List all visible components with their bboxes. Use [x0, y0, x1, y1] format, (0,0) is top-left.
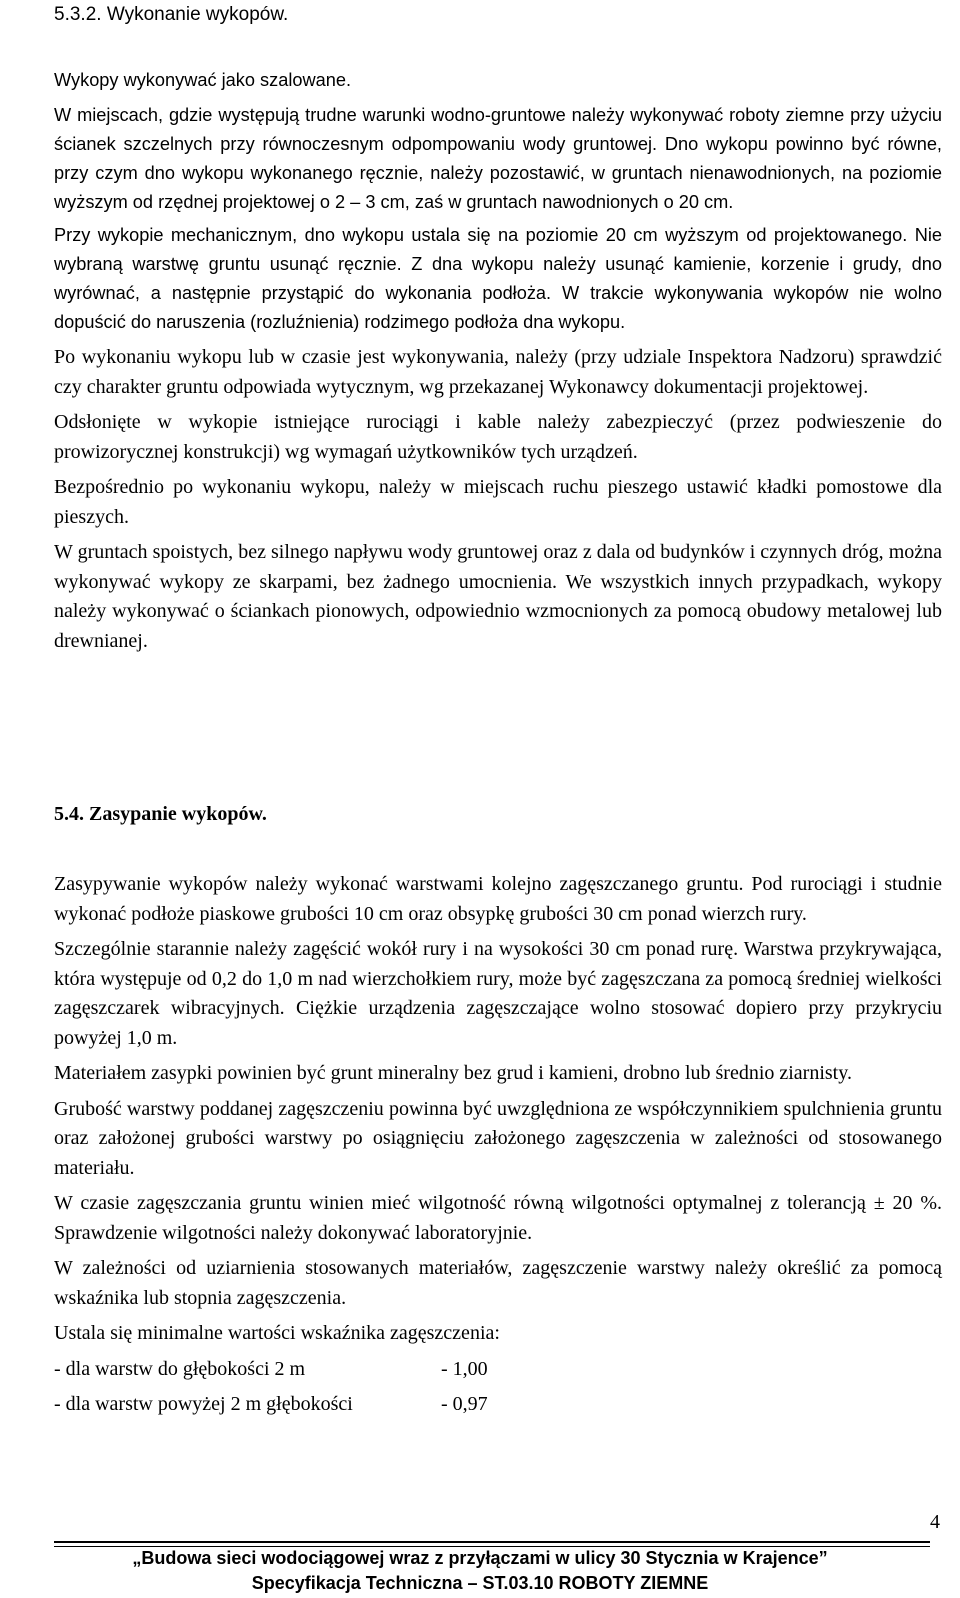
paragraph: Po wykonaniu wykopu lub w czasie jest wykonywania, należy (przy udziale Inspektora Nadzoru) sprawdzić czy charakter gruntu odpowiada wytycznym, wg przekazanej Wykonawcy dokumentacji projektowej.: [54, 346, 942, 398]
list-item-label: - dla warstw do głębokości 2 m: [54, 1357, 306, 1380]
paragraph: Przy wykopie mechanicznym, dno wykopu ustala się na poziomie 20 cm wyższym od projektowanego. Nie wybraną warstwę gruntu usunąć ręcznie. Z dna wykopu należy usunąć kamienie, korzenie i grudy, dno wyrównać, a następnie przystąpić do wykonania podłoża. W trakcie wykonywania wykopów nie wolno dopuścić do naruszenia (rozluźnienia) rodzimego podłoża dna wykopu.: [54, 225, 942, 332]
section-body-5-4: [54, 870, 942, 1425]
paragraph: Grubość warstwy poddanej zagęszczeniu powinna być uwzględniona ze współczynnikiem spulchnienia gruntu oraz założonej grubości warstwy po osiągnięciu założonego zagęszczenia w zależności od stosowanego materiału.: [54, 1097, 942, 1179]
paragraph: Odsłonięte w wykopie istniejące rurociągi i kable należy zabezpieczyć (przez podwieszenie do prowizorycznej konstrukcji) wg wymagań użytkowników tych urządzeń.: [54, 411, 942, 463]
list-item-label: - dla warstw powyżej 2 m głębokości: [54, 1392, 353, 1415]
paragraph: Zasypywanie wykopów należy wykonać warstwami kolejno zagęszczanego gruntu. Pod rurociągi i studnie wykonać podłoże piaskowe grubości 10 cm oraz obsypkę grubości 30 cm ponad wierzch rury.: [54, 873, 942, 925]
paragraph: Bezpośrednio po wykonaniu wykopu, należy w miejscach ruchu pieszego ustawić kładki pomostowe dla pieszych.: [54, 476, 942, 528]
paragraph: W gruntach spoistych, bez silnego napływu wody gruntowej oraz z dala od budynków i czynnych dróg, można wykonywać wykopy ze skarpami, bez żadnego umocnienia. We wszystkich innych przypadkach, wykopy należy wykonywać o ściankach pionowych, odpowiednio wzmocnionych za pomocą obudowy metalowej lub drewnianej.: [54, 541, 942, 652]
paragraph: Materiałem zasypki powinien być grunt mineralny bez grud i kamieni, drobno lub średnio ziarnisty.: [54, 1062, 852, 1084]
paragraph: W czasie zagęszczania gruntu winien mieć wilgotność równą wilgotności optymalnej z tolerancją ± 20 %. Sprawdzenie wilgotności należy dokonywać laboratoryjnie.: [54, 1192, 942, 1244]
page-number: 4: [930, 1511, 940, 1533]
footer-subtitle: Specyfikacja Techniczna – ST.03.10 ROBOTY ZIEMNE: [251, 1573, 709, 1593]
section-heading-5-4: 5.4. Zasypanie wykopów.: [54, 803, 267, 825]
footer-divider: [54, 1546, 930, 1547]
paragraph: Ustala się minimalne wartości wskaźnika zagęszczenia:: [54, 1322, 500, 1344]
paragraph: W miejscach, gdzie występują trudne warunki wodno-gruntowe należy wykonywać roboty ziemne przy użyciu ścianek szczelnych przy równoczesnym odpompowaniu wody gruntowej. Dno wykopu powinno być równe, przy czym dno wykopu wykonanego ręcznie, należy pozostawić, w gruntach nienawodnionych, na poziomie wyższym od rzędnej projektowej o 2 – 3 cm, zaś w gruntach nawodnionych o 20 cm.: [54, 105, 942, 212]
list-item: [54, 1355, 942, 1390]
list-item-value: - 1,00: [441, 1357, 488, 1380]
footer-title: „Budowa sieci wodociągowej wraz z przyłączami w ulicy 30 Stycznia w Krajence”: [132, 1548, 828, 1568]
paragraph: Wykopy wykonywać jako szalowane.: [54, 70, 352, 90]
section-heading-5-3-2: 5.3.2. Wykonanie wykopów.: [54, 4, 289, 25]
paragraph: Szczególnie starannie należy zagęścić wokół rury i na wysokości 30 cm ponad rurę. Warstwa przykrywająca, która występuje od 0,2 do 1,0 m nad wierzchołkiem rury, może być zagęszczana za pomocą średniej wielkości zagęszczarek wibracyjnych. Ciężkie urządzenia zagęszczające wolno stosować dopiero przy przykryciu powyżej 1,0 m.: [54, 938, 942, 1049]
footer-divider: [54, 1541, 930, 1543]
section-body-5-3-2: [54, 66, 942, 662]
list-item: [54, 1390, 942, 1425]
paragraph: W zależności od uziarnienia stosowanych materiałów, zagęszczenie warstwy należy określić za pomocą wskaźnika lub stopnia zagęszczenia.: [54, 1257, 942, 1309]
list-item-value: - 0,97: [441, 1392, 488, 1415]
